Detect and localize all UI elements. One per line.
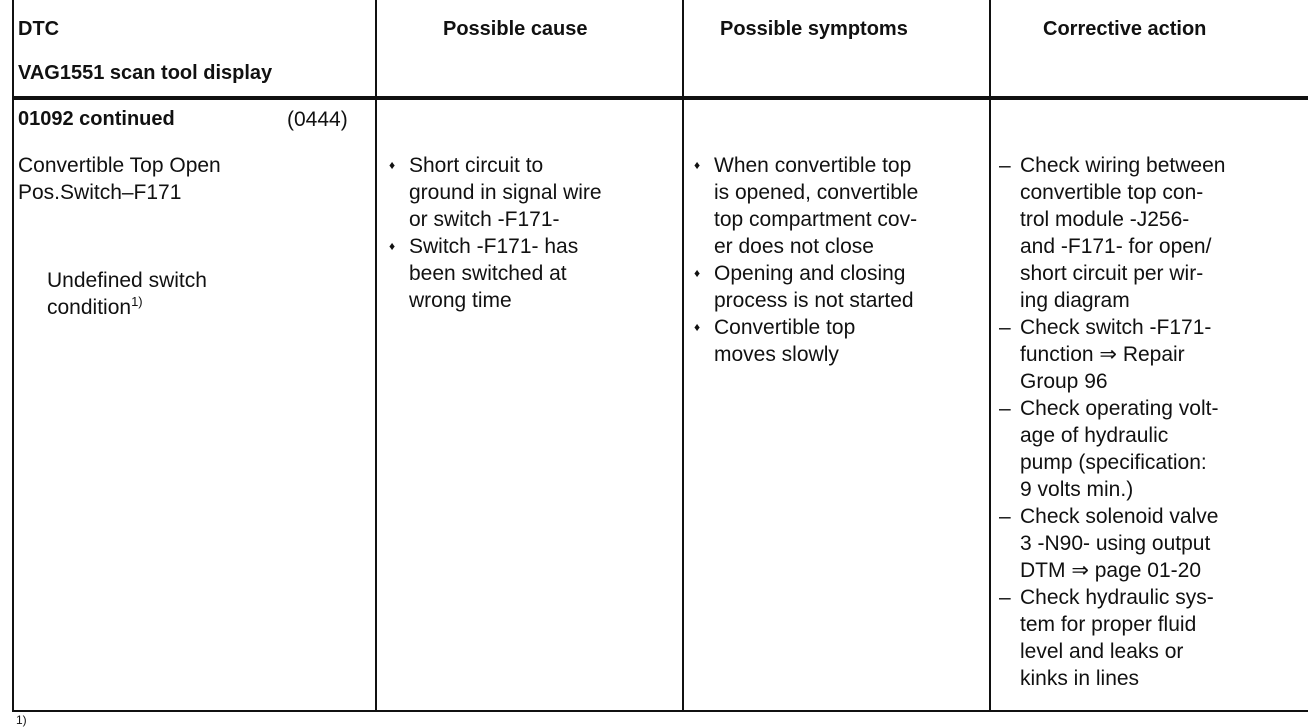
cause-item: ♦ Switch -F171- has been switched at wrong time — [387, 233, 602, 314]
symptom-item: ♦ Convertible top moves slowly — [692, 314, 918, 368]
action-item: – Check operating volt- age of hydraulic pump (specification: 9 volts min.) — [998, 395, 1225, 503]
header-scan-tool-display: VAG1551 scan tool display — [18, 62, 273, 84]
component-name-line2: Pos.Switch–F171 — [18, 181, 182, 204]
footnote-marker: 1) — [131, 294, 143, 309]
footnote: 1) — [16, 713, 27, 727]
column-divider-1 — [375, 0, 377, 712]
possible-symptoms-list — [692, 152, 918, 368]
component-name-line1: Convertible Top Open — [18, 154, 221, 177]
symptom-item: ♦ Opening and closing process is not started — [692, 260, 918, 314]
possible-cause-list — [387, 152, 602, 314]
fault-condition-line1: Undefined switch — [47, 269, 207, 292]
action-item: – Check hydraulic sys- tem for proper fluid level and leaks or kinks in lines — [998, 584, 1225, 692]
fault-condition-line2: condition$^{1)}$ — [47, 294, 143, 319]
dtc-code: 01092 continued — [18, 108, 175, 130]
column-divider-2 — [682, 0, 684, 712]
header-possible-symptoms: Possible symptoms — [720, 18, 908, 40]
corrective-action-list — [998, 152, 1225, 692]
action-item: – Check switch -F171- function ⇒ Repair Group 96 — [998, 314, 1225, 395]
cause-item: ♦ Short circuit to ground in signal wire or switch -F171- — [387, 152, 602, 233]
table-border-bottom — [12, 710, 1308, 712]
header-possible-cause: Possible cause — [443, 18, 588, 40]
symptom-item: ♦ When convertible top is opened, convertible top compartment cov- er does not close — [692, 152, 918, 260]
header-corrective-action: Corrective action — [1043, 18, 1207, 40]
action-item: – Check wiring between convertible top con- trol module -J256- and -F171- for open/ short circuit per wir- ing diagram — [998, 152, 1225, 314]
header-dtc: DTC — [18, 18, 60, 40]
table-border-left — [12, 0, 14, 712]
action-item: – Check solenoid valve 3 -N90- using output DTM ⇒ page 01-20 — [998, 503, 1225, 584]
header-separator — [12, 96, 1308, 100]
dtc-code-alt: (0444) — [287, 108, 348, 131]
column-divider-3 — [989, 0, 991, 712]
